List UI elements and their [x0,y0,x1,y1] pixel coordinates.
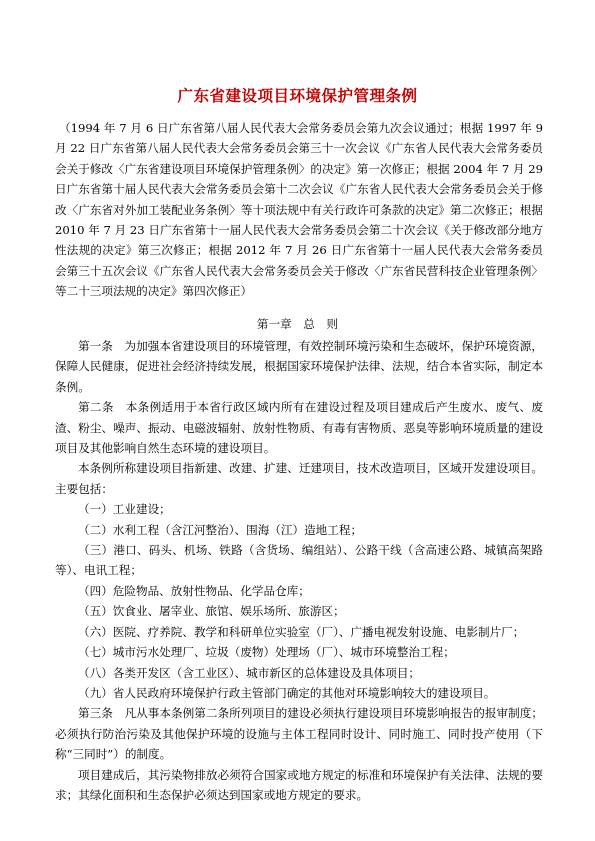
chapter-body [55,336,543,805]
list-item: （九）省人民政府环境保护行政主管部门确定的其他对环境影响较大的建设项目。 [78,685,496,700]
article-2-scope: 本条例所称建设项目指新建、改建、扩建、迁建项目，技术改造项目，区域开发建设项目。主要包括： [55,461,543,496]
list-item: （七）城市污水处理厂、垃圾（废物）处理场（厂）、城市环境整治工程； [78,645,455,660]
article-2: 第二条 本条例适用于本省行政区域内所有在建设过程及项目建成后产生废水、废气、废渣、粉尘、噪声、振动、电磁波辐射、放射性物质、有毒有害物质、恶臭等影响环境质量的建设项目及其他影响自然生态环境的建设项目。 [55,400,543,456]
list-item: （四）危险物品、放射性物品、化学品仓库； [78,583,310,598]
article-3: 第三条 凡从事本条例第二条所列项目的建设必须执行建设项目环境影响报告的报审制度；必须执行防治污染及其他保护环境的设施与主体工程同时设计、同时施工、同时投产使用（下称“三同时”）的制度。 [55,706,543,762]
amendment-history: （1994 年 7 月 6 日广东省第八届人民代表大会常务委员会第九次会议通过；根据 1997 年 9 月 22 日广东省第八届人民代表大会常务委员会第三十一次会议《广东省人民代表大会常务委员会关于修改〈广东省建设项目环境保护管理条例〉的决定》第一次修正；根据 2004 年 7 月 29 日广东省第十届人民代表大会常务委员会第十二次会议《广东省人民代表大会常务委员会关于修改〈广东省对外加工装配业务条例〉等十项法规中有关行政许可条款的决定》第二次修正；根据 2010 年 7 月 23 日广东省第十一届人民代表大会常务委员会第二十次会议《关于修改部分地方性法规的决定》第三次修正；根据 2012 年 7 月 26 日广东省第十一届人民代表大会常务委员会第三十五次会议《广东省人民代表大会常务委员会关于修改〈广东省民营科技企业管理条例〉等二十三项法规的决定》第四次修正） [55,121,543,299]
list-item: （五）饮食业、屠宰业、旅馆、娱乐场所、旅游区； [78,604,345,619]
list-item: （一）工业建设； [78,502,171,517]
list-item: （二）水利工程（含江河整治）、围海（江）造地工程； [78,522,363,537]
article-3-para-2: 项目建成后，其污染物排放必须符合国家或地方规定的标准和环境保护有关法律、法规的要求；其绿化面积和生态保护必须达到国家或地方规定的要求。 [55,767,543,802]
document-title: 广东省建设项目环境保护管理条例 [177,86,418,105]
article-1: 第一条 为加强本省建设项目的环境管理，有效控制环境污染和生态破坏，保护环境资源，保障人民健康，促进社会经济持续发展，根据国家环境保护法律、法规，结合本省实际，制定本条例。 [55,339,543,394]
list-item: （三）港口、码头、机场、铁路（含货场、编组站）、公路干线（含高速公路、城镇高架路等）、电讯工程； [55,543,543,578]
list-item: （六）医院、疗养院、教学和科研单位实验室（厂）、广播电视发射设施、电影制片厂； [78,624,525,639]
list-item: （八）各类开发区（含工业区）、城市新区的总体建设及具体项目； [78,665,421,680]
chapter-heading: 第一章 总 则 [256,317,339,331]
